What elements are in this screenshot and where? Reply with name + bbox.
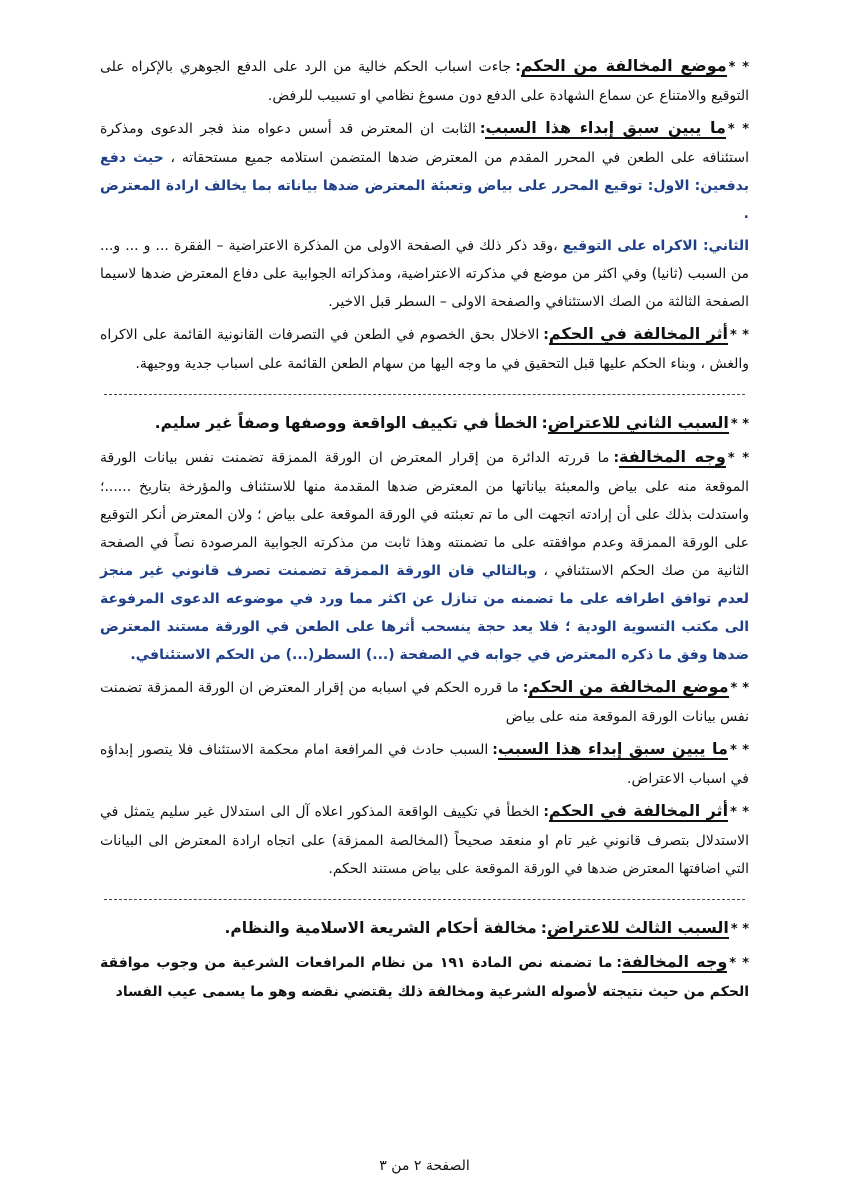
stars-marker: * * (730, 681, 749, 696)
reason-title-text: الخطأ في تكييف الواقعة ووصفها وصفاً غير سليم. (154, 414, 538, 432)
stars-marker: * * (730, 922, 749, 937)
paragraph-violation-effect: * *أثر المخالفة في الحكم:الخطأ في تكييف الواقعة المذكور اعلاه آل الى استدلال غير سليم يتمثل في الاستدلال بتصرف قانوني غير تام او منعقد صحيحاً (المخالصة الممزقة) على اتجاه ارادة المعترض الى البيانات التي اضافتها المعترض ضدها في الورقة الموقعة على بياض مستند الحكم. (100, 801, 750, 877)
paragraph-text: ما قررته الدائرة من إقرار المعترض ان الورقة الممزقة تضمنت نفس بيانات الورقة الموقعة منه على بياض والمعبئة بياناتها من المعترض ضدها المقدمة منها للاستئناف والمؤرخة بتاريخ ......؛ واستدلت بذلك على أن إرادته اتجهت الى ما تم تعبئته في الورقة الموقعة على بياض ؛ ولان المعترض أنكر التوقيع على الورقة الممزقة وعدم موافقته على ما تضمنته وهذا ثابت من مذكرته الجوابية المرصودة نصاً في الصفحة الثانية من صك الحكم الاستئنافي ، (100, 450, 749, 579)
paragraph-violation-aspect: * *وجه المخالفة:ما قررته الدائرة من إقرار المعترض ان الورقة الممزقة تضمنت نفس بيانات الورقة الموقعة منه على بياض والمعبئة بياناتها من المعترض ضدها المقدمة منها للاستئناف والمؤرخة بتاريخ ......؛ واستدلت بذلك على أن إرادته اتجهت الى ما تم تعبئته في الورقة الموقعة على بياض ؛ ولان المعترض أنكر التوقيع على الورقة الممزقة وعدم موافقته على ما تضمنته وهذا ثابت من مذكرته الجوابية المرصودة نصاً في الصفحة الثانية من صك الحكم الاستئنافي ، وبالتالي فان الورقة الممزقة تضمنت تصرف قانوني غير منجز لعدم توافق اطرافه على ما تضمنه من تنازل عن اكثر مما ورد في موضوعه الدعوى المرفوعة الى مكتب التسوية الودية ؛ فلا يعد حجة ينسحب أثرها على الطعن في الورقة مستند المعترض ضدها وفق ما ذكره المعترض في جوابه في الصفحة (...) السطر(...) من الحكم الاستئنافي. (100, 447, 749, 663)
paragraph-prior-raising: * *ما يبين سبق إبداء هذا السبب:الثابت ان المعترض قد أسس دعواه منذ فجر الدعوى ومذكرة استئنافه على الطعن في المحرر المقدم من المعترض ضدها المتضمن استلامه جميع مستحقاته ، حيث دفع بدفعين: الاول: توقيع المحرر على بياض وتعبئة المعترض ضدها بياناته بما يخالف ارادة المعترض . (100, 118, 749, 222)
section-heading: وجه المخالفة (621, 952, 728, 971)
section-heading: السبب الثاني للاعتراض (547, 413, 729, 432)
paragraph-text: ما تضمنه نص المادة ١٩١ من نظام المرافعات الشرعية من وجوب موافقة الحكم من حيث نتيجته لأصوله الشرعية ومخالفة ذلك يقتضي نقضه وهو ما يسمى عيب الفساد (100, 955, 749, 1000)
paragraph-text: السبب حادث في المرافعة امام محكمة الاستئناف فلا يتصور إبداؤه في اسباب الاعتراض. (100, 742, 749, 787)
paragraph-violation-location: * *موضع المخالفة من الحكم:جاءت اسباب الحكم خالية من الرد على الدفع الجوهري بالإكراه على التوقيع والامتناع عن سماع الشهادة على الدفع دون مسوغ نظامي او تسبيب للرفض. (100, 56, 750, 104)
paragraph-violation-location: * *موضع المخالفة من الحكم:ما قرره الحكم في اسبابه من إقرار المعترض ان الورقة الممزقة تضمنت نفس بيانات الورقة الموقعة منه على بياض (100, 677, 749, 725)
stars-marker: * * (730, 417, 749, 432)
stars-marker: * * (730, 805, 750, 820)
paragraph-second-reason-title: * *السبب الثاني للاعتراض:الخطأ في تكييف الواقعة ووصفها وصفاً غير سليم. (154, 413, 749, 432)
dashed-divider (104, 394, 745, 395)
section-heading: ما يبين سبق إبداء هذا السبب (485, 118, 726, 137)
section-heading: ما يبين سبق إبداء هذا السبب (497, 739, 728, 758)
stars-marker: * * (728, 60, 750, 75)
section-heading: وجه المخالفة (619, 447, 726, 466)
stars-marker: * * (730, 328, 749, 343)
paragraph-third-reason-title: * *السبب الثالث للاعتراض:مخالفة أحكام الشريعة الاسلامية والنظام. (224, 918, 749, 937)
paragraph-violation-aspect: * *وجه المخالفة:ما تضمنه نص المادة ١٩١ من نظام المرافعات الشرعية من وجوب موافقة الحكم من حيث نتيجته لأصوله الشرعية ومخالفة ذلك يقتضي نقضه وهو ما يسمى عيب الفساد (100, 952, 749, 1000)
stars-marker: * * (729, 956, 749, 971)
paragraph-violation-effect: * *أثر المخالفة في الحكم:الاخلال بحق الخصوم في الطعن في التصرفات القانونية القائمة على الاكراه والغش ، وبناء الحكم عليها قبل التحقيق في ما وجه اليها من سهام الطعن القائمة على اسباب جدية ووجيهة. (100, 324, 749, 372)
emphasized-text: حيث دفع بدفعين: الاول: توقيع المحرر على بياض وتعبئة المعترض ضدها بياناته بما يخالف ارادة المعترض . (100, 150, 749, 222)
emphasized-text: الثاني: الاكراه على التوقيع (562, 238, 749, 254)
paragraph-text: الثابت ان المعترض قد أسس دعواه منذ فجر الدعوى ومذكرة استئنافه على الطعن في المحرر المقدم من المعترض ضدها المتضمن استلامه جميع مستحقاته ، (100, 121, 749, 166)
paragraph-prior-raising: * *ما يبين سبق إبداء هذا السبب:السبب حادث في المرافعة امام محكمة الاستئناف فلا يتصور إبداؤه في اسباب الاعتراض. (100, 739, 749, 787)
paragraph-text: الاخلال بحق الخصوم في الطعن في التصرفات القانونية القائمة على الاكراه والغش ، وبناء الحكم عليها قبل التحقيق في ما وجه اليها من سهام الطعن القائمة على اسباب جدية ووجيهة. (100, 327, 749, 372)
section-heading: أثر المخالفة في الحكم (548, 324, 729, 343)
paragraph-text: جاءت اسباب الحكم خالية من الرد على الدفع الجوهري بالإكراه على التوقيع والامتناع عن سماع الشهادة على الدفع دون مسوغ نظامي او تسبيب للرفض. (100, 59, 749, 104)
document-body (100, 52, 749, 1009)
stars-marker: * * (727, 451, 749, 466)
section-heading: موضع المخالفة من الحكم (528, 677, 729, 696)
reason-title-text: مخالفة أحكام الشريعة الاسلامية والنظام. (224, 919, 537, 937)
section-heading: السبب الثالث للاعتراض (546, 918, 729, 937)
stars-marker: * * (727, 122, 749, 137)
paragraph-text: ،وقد ذكر ذلك في الصفحة الاولى من المذكرة الاعتراضية – الفقرة ... و ... و... من السبب (ثانيا) وفي اكثر من موضع في مذكرته الاعتراضية، ومذكراته الجوابية على دفاع المعترض ضدها لاسيما الصفحة الثالثة من الصك الاستئنافي والصفحة الاولى – السطر قبل الاخير. (100, 238, 749, 310)
section-heading: أثر المخالفة في الحكم (548, 801, 729, 820)
page-number-footer: الصفحة ٢ من ٣ (379, 1158, 470, 1174)
stars-marker: * * (729, 743, 749, 758)
paragraph-text: الخطأ في تكييف الواقعة المذكور اعلاه آل الى استدلال غير سليم يتمثل في الاستدلال بتصرف قانوني غير تام او منعقد صحيحاً (المخالصة الممزقة) على اتجاه ارادة المعترض الى البيانات التي اضافتها المعترض ضدها في الورقة الموقعة على بياض مستند الحكم. (100, 804, 749, 877)
paragraph-text: ما قرره الحكم في اسبابه من إقرار المعترض ان الورقة الممزقة تضمنت نفس بيانات الورقة الموقعة منه على بياض (100, 680, 749, 725)
section-heading: موضع المخالفة من الحكم (520, 56, 727, 75)
emphasized-text: وبالتالي فان الورقة الممزقة تضمنت تصرف قانوني غير منجز لعدم توافق اطرافه على ما تضمنه من تنازل عن اكثر مما ورد في موضوعه الدعوى المرفوعة الى مكتب التسوية الودية ؛ فلا يعد حجة ينسحب أثرها على الطعن في الورقة مستند المعترض ضدها وفق ما ذكره المعترض في جوابه في الصفحة (...) السطر(...) من الحكم الاستئنافي. (100, 563, 749, 663)
paragraph-second-defense (100, 232, 749, 316)
dashed-divider (104, 899, 745, 900)
